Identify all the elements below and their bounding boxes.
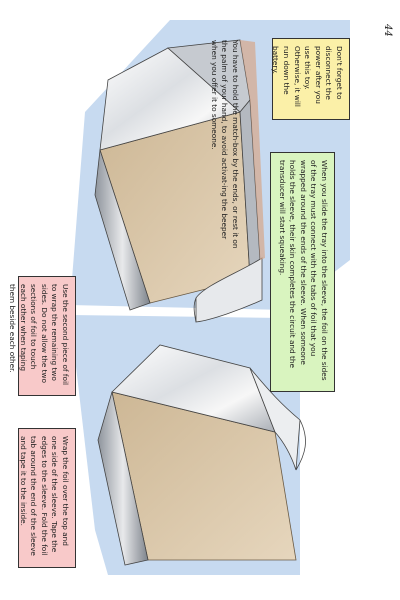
page-number: 44 (382, 24, 393, 37)
second-foil-callout: Use the second piece of foil to wrap the remaining two sides. Do not allow the two sections of foil to touch each other when taping them beside each other. (18, 276, 76, 396)
note-palm-callout: You have to hold the match-box by the ends, or rest it on the palm of your hand, to avoid activat-ing the beeper when you offer it to someone. (209, 40, 240, 249)
tray-sleeve-callout: When you slide the tray into the sleeve, the foil on the sides of the tray must connect with the tabs of foil that you wrapped around the ends of the sleeve. When someone holds the sleeve, their skin completes the circuit and the transducer will start squeaking. (270, 152, 335, 392)
reminder-callout: Don't forget to disconnect the power after you use this toy. Otherwise, it will run down the battery. (272, 38, 350, 120)
wrap-foil-callout: Wrap the foil over the top and one side of the sleeve. Tape the edges to the sleeve. Fold the foil tab around the end of the sleeve and tape it to the inside. (18, 428, 76, 568)
